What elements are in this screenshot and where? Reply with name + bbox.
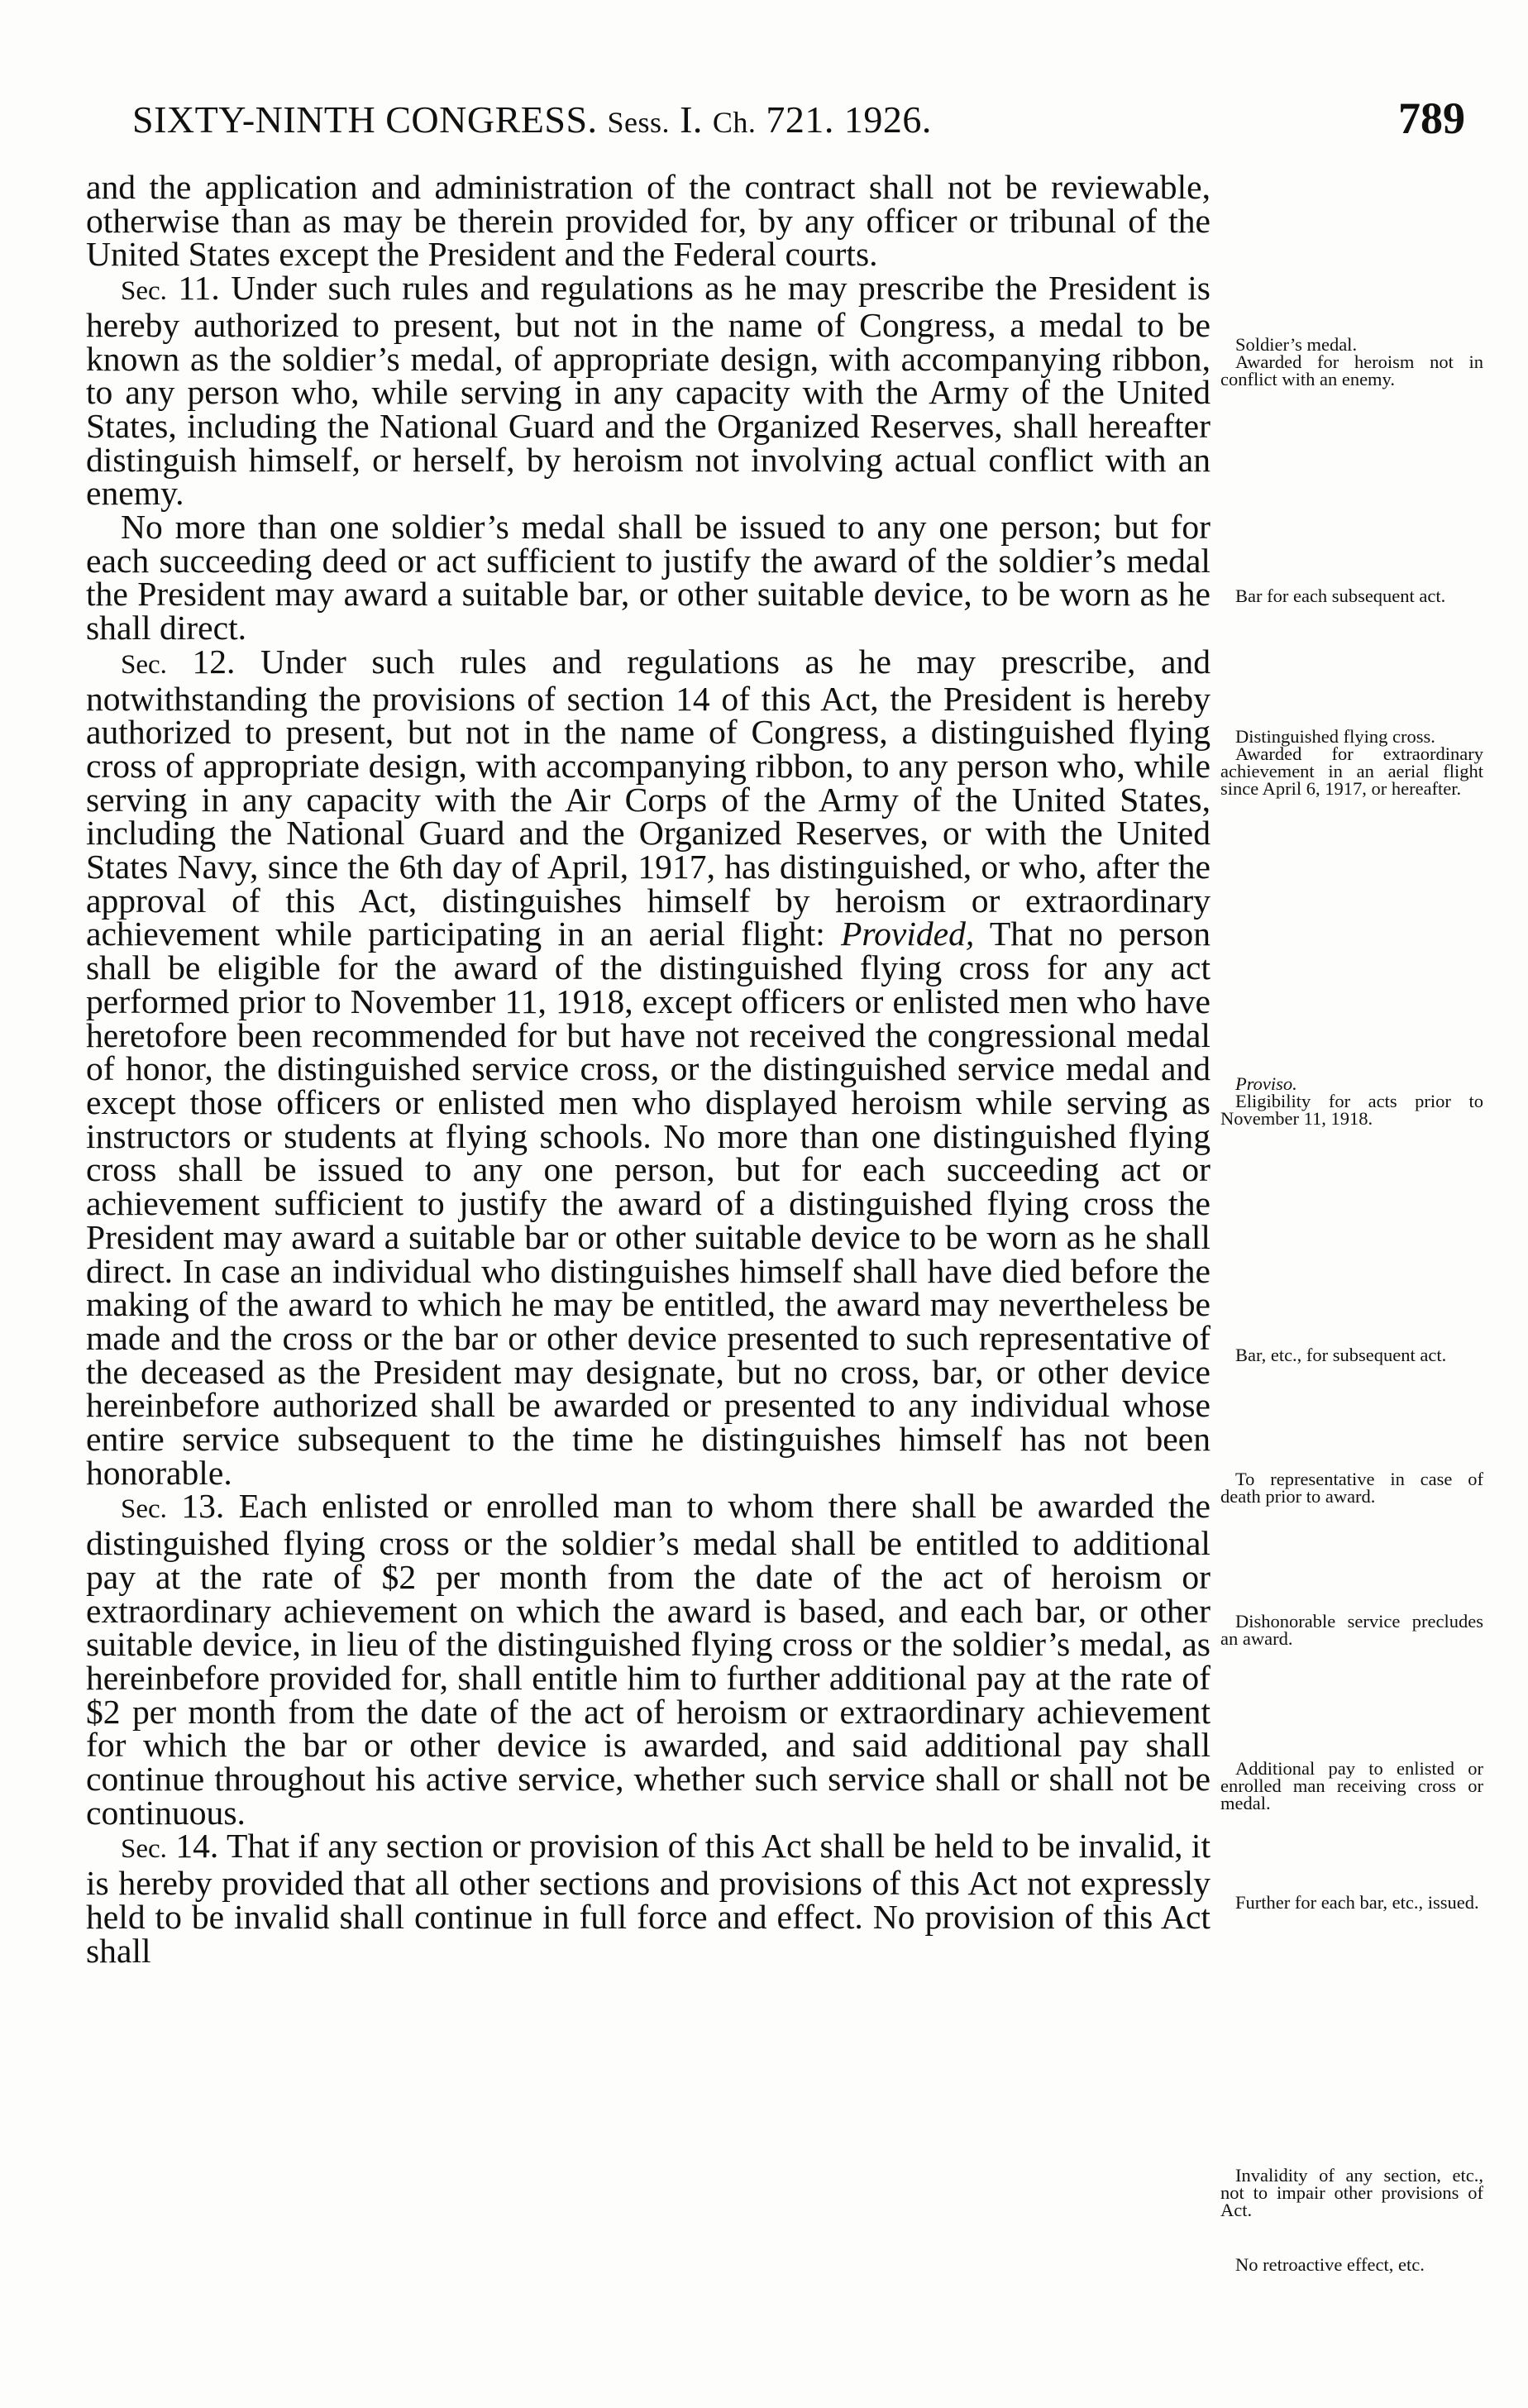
margin-note-proviso bbox=[1220, 1075, 1483, 1127]
margin-note-title: Distinguished flying cross. bbox=[1235, 726, 1435, 747]
page-number: 789 bbox=[1398, 93, 1465, 143]
section-13-text: 13. Each enlisted or enrolled man to whom there shall be awarded the distinguished flying cross or the soldier’s medal shall be entitled to additional pay at the rate of $2 per month from the date of the act of heroism or extraordinary achievement on which the award is based, and each bar, or other suitable device, in lieu of the distinguished flying cross or the soldier’s medal, as hereinbefore provided for, shall entitle him to further additional pay at the rate of $2 per month from the date of the act of heroism or extraordinary achievement for which the bar or other device is awarded, and said additional pay shall continue throughout his active service, whether such service shall or shall not be continuous. bbox=[86, 1487, 1210, 1832]
section-12-text-b: That no person shall be eligible for the award of the distinguished flying cross for any act performed prior to November 11, 1918, except officers or enlisted men who have heretofore been recommended for but have not received the congressional medal of honor, the distinguished service cross, or the distinguished service medal and except those officers or enlisted men who displayed heroism while serving as instructors or students at flying schools. No more than one distinguished flying cross shall be issued to any one person, but for each succeeding act or achievement sufficient to justify the award of a distinguished flying cross the President may award a suitable bar or other suitable device to be worn as he shall direct. In case an individual who distinguishes himself shall have died before the making of the award to which he may be entitled, the award may nevertheless be made and the cross or the bar or other device presented to such representative of the deceased as the President may designate, but no cross, bar, or other device hereinbefore authorized shall be awarded or presented to any individual whose entire service subsequent to the time he distinguishes himself has not been honorable. bbox=[86, 915, 1210, 1492]
margin-note-text: Invalidity of any section, etc., not to impair other provisions of Act. bbox=[1220, 2165, 1483, 2220]
session-number: I. bbox=[680, 98, 703, 141]
margin-note-additional-pay bbox=[1220, 1760, 1483, 1812]
chapter-abbr: Ch. bbox=[712, 106, 757, 139]
section-13 bbox=[86, 1487, 1210, 1832]
section-12-text-a: 12. Under such rules and regulations as he may prescribe, and notwithstanding the provisions of section 14 of this Act, the President is hereby authorized to present, but not in the name of Congress, a distinguished flying cross of appropriate design, with accompanying ribbon, to any person who, while serving in any capacity with the Air Corps of the Army of the United States, including the National Guard and the Organized Reserves, or with the United States Navy, since the 6th day of April, 1917, has distinguished, or who, after the approval of this Act, distinguishes himself by heroism or extraordinary achievement while participating in an aerial flight: bbox=[86, 642, 1210, 953]
margin-note-text: Bar, etc., for subsequent act. bbox=[1235, 1345, 1447, 1365]
paragraph-contract-review: and the application and administration of the contract shall not be reviewable, otherwise than as may be therein provided for, by any officer or tribunal of the United States except the President and the Federal courts. bbox=[86, 168, 1210, 274]
section-14-text: 14. That if any section or provision of this Act shall be held to be invalid, it is hereby provided that all other sections and provisions of this Act not expressly held to be invalid shall continue in full force and effect. No provision of this Act shall bbox=[86, 1827, 1211, 1970]
section-11 bbox=[86, 269, 1210, 513]
session-abbr: Sess. bbox=[607, 106, 671, 139]
margin-note-text: To representative in case of death prior to award. bbox=[1220, 1469, 1483, 1507]
section-14 bbox=[86, 1827, 1211, 1970]
section-12 bbox=[86, 642, 1210, 1492]
margin-note-title: Soldier’s medal. bbox=[1235, 334, 1358, 355]
margin-note-bar-etc bbox=[1220, 1346, 1483, 1364]
paragraph-bar-subsequent: No more than one soldier’s medal shall be issued to any one person; but for each succeeding deed or act sufficient to justify the award of the soldier’s medal the President may award a suitable bar, or other suitable device, to be worn as he shall direct. bbox=[86, 508, 1210, 647]
margin-note-text: Awarded for extraordinary achievement in an aerial flight since April 6, 1917, or hereafter. bbox=[1220, 743, 1483, 799]
margin-note-no-retroactive bbox=[1220, 2256, 1483, 2273]
margin-note-invalidity bbox=[1220, 2167, 1483, 2219]
margin-note-text: No retroactive effect, etc. bbox=[1235, 2254, 1425, 2275]
section-11-text: 11. Under such rules and regulations as he may prescribe the President is hereby authorized to present, but not in the name of Congress, a medal to be known as the soldier’s medal, of appropriate design, with accompanying ribbon, to any person who, while serving in any capacity with the Army of the United States, including the National Guard and the Organized Reserves, shall hereafter distinguish himself, or herself, by heroism not involving actual conflict with an enemy. bbox=[86, 269, 1210, 513]
margin-note-text: Dishonorable service precludes an award. bbox=[1220, 1611, 1483, 1649]
margin-note-text: Bar for each subsequent act. bbox=[1235, 585, 1446, 606]
chapter-number: 721. bbox=[766, 98, 834, 141]
statute-body bbox=[86, 168, 1211, 1970]
running-head-title bbox=[132, 98, 932, 141]
margin-note-bar-subsequent bbox=[1220, 587, 1483, 604]
margin-note-further-each-bar bbox=[1220, 1894, 1483, 1911]
section-label: Sec. bbox=[121, 276, 167, 307]
margin-note-text: Awarded for heroism not in conflict with an enemy. bbox=[1220, 351, 1483, 389]
provided-keyword: Provided, bbox=[841, 915, 975, 953]
congress-label: SIXTY-NINTH CONGRESS. bbox=[132, 98, 598, 141]
margin-note-soldiers-medal bbox=[1220, 336, 1483, 388]
margin-note-title bbox=[1220, 1075, 1483, 1092]
year: 1926. bbox=[843, 98, 932, 141]
margin-note-representative bbox=[1220, 1470, 1483, 1505]
margin-note-distinguished-flying-cross bbox=[1220, 728, 1483, 797]
margin-note-text: Further for each bar, etc., issued. bbox=[1235, 1892, 1479, 1913]
section-label: Sec. bbox=[121, 649, 167, 680]
section-label: Sec. bbox=[121, 1834, 167, 1865]
margin-note-text: Additional pay to enlisted or enrolled man receiving cross or medal. bbox=[1220, 1758, 1483, 1813]
section-label: Sec. bbox=[121, 1494, 167, 1525]
margin-notes bbox=[1220, 0, 1483, 2408]
margin-note-dishonorable bbox=[1220, 1612, 1483, 1647]
proviso-label: Proviso. bbox=[1235, 1073, 1297, 1094]
margin-note-text: Eligibility for acts prior to November 11, 1918. bbox=[1220, 1091, 1483, 1129]
